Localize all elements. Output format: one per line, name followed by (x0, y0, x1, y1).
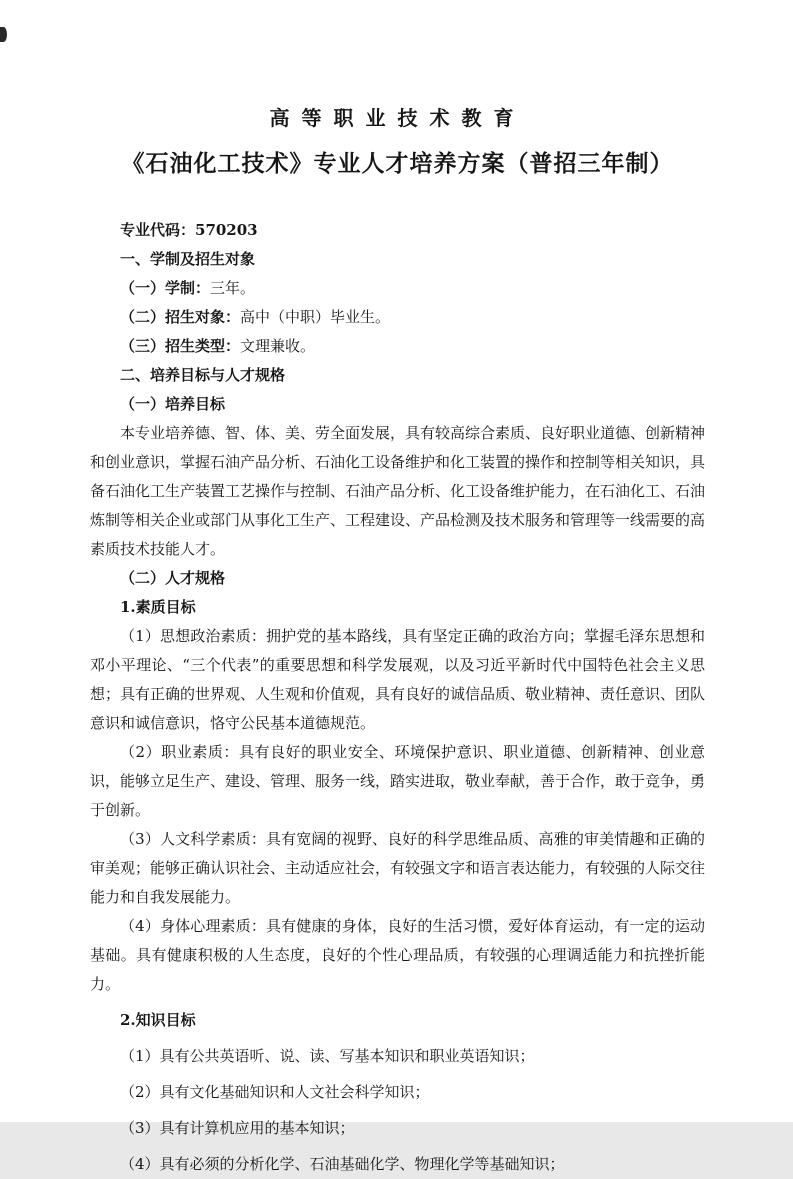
paragraph-lead: 一、学制及招生对象 (120, 250, 256, 268)
paragraph-lead: （二）人才规格 (120, 569, 226, 587)
list-item (90, 1114, 705, 1143)
paragraph (90, 825, 705, 912)
paragraph (90, 738, 705, 825)
paragraph-text: （3）人文科学素质：具有宽阔的视野、良好的科学思维品质、高雅的审美情趣和正确的审美观；能够正确认识社会、主动适应社会，有较强文字和语言表达能力，有较强的人际交往能力和自我发展能力。 (90, 830, 706, 906)
paragraph-text: （4）具有必须的分析化学、石油基础化学、物理化学等基础知识； (120, 1155, 565, 1173)
paragraph (90, 419, 705, 564)
paragraph-lead: （三）招生类型： (120, 337, 241, 355)
paragraph (90, 622, 705, 738)
paragraph (90, 303, 705, 332)
paragraph-lead: 1.素质目标 (120, 598, 196, 616)
document-title: 《石油化工技术》专业人才培养方案（普招三年制） (121, 150, 674, 177)
subsection-heading (90, 564, 705, 593)
paragraph-major-code (90, 216, 705, 245)
paragraph-text: 三年。 (210, 279, 256, 297)
paragraph-lead: （一）培养目标 (120, 395, 226, 413)
paragraph-text: 本专业培养德、智、体、美、劳全面发展，具有较高综合素质、良好职业道德、创新精神和创业意识，掌握石油产品分析、石油化工设备维护和化工装置的操作和控制等相关知识，具备石油化工生产装置工艺操作与控制、石油产品分析、化工设备维护能力，在石油化工、石油炼制等相关企业或部门从事化工生产、工程建设、产品检测及技术服务和管理等一线需要的高素质技术技能人才。 (90, 424, 706, 558)
paragraph-text: （4）身体心理素质：具有健康的身体，良好的生活习惯，爱好体育运动，有一定的运动基础。具有健康积极的人生态度，良好的个性心理品质，有较强的心理调适能力和抗挫折能力。 (90, 917, 705, 993)
paragraph-lead: 二、培养目标与人才规格 (120, 366, 286, 384)
list-item (90, 1150, 705, 1179)
paragraph-text: （1）具有公共英语听、说、读、写基本知识和职业英语知识； (120, 1047, 535, 1065)
paragraph-text: 高中（中职）毕业生。 (240, 308, 391, 326)
subsection-heading (90, 593, 705, 622)
paragraph-text: （2）职业素质：具有良好的职业安全、环境保护意识、职业道德、创新精神、创业意识，能够立足生产、建设、管理、服务一线，踏实进取，敬业奉献，善于合作，敢于竞争，勇于创新。 (90, 743, 706, 819)
section-heading (90, 361, 705, 390)
paragraph (90, 912, 705, 999)
paragraph-text: （2）具有文化基础知识和人文社会科学知识； (120, 1083, 430, 1101)
document-supertitle: 高等职业技术教育 (269, 106, 526, 130)
paragraph-lead: 专业代码：570203 (120, 221, 258, 239)
paragraph (90, 332, 705, 361)
paragraph-text: 文理兼收。 (240, 337, 316, 355)
subsection-heading (90, 390, 705, 419)
paragraph-lead: （二）招生对象： (120, 308, 241, 326)
scan-artifact-mark (0, 27, 7, 42)
paragraph-text: （3）具有计算机应用的基本知识； (120, 1119, 355, 1137)
list-item (90, 1078, 705, 1107)
paragraph-lead: 2.知识目标 (120, 1011, 196, 1029)
section-heading (90, 245, 705, 274)
paragraph (90, 274, 705, 303)
list-item (90, 1042, 705, 1071)
paragraph-lead: （一）学制： (120, 279, 211, 297)
subsection-heading (90, 1006, 705, 1035)
paragraph-text: （1）思想政治素质：拥护党的基本路线，具有坚定正确的政治方向；掌握毛泽东思想和邓小平理论、“三个代表”的重要思想和科学发展观，以及习近平新时代中国特色社会主义思想；具有正确的世界观、人生观和价值观，具有良好的诚信品质、敬业精神、责任意识、团队意识和诚信意识，恪守公民基本道德规范。 (90, 627, 706, 732)
